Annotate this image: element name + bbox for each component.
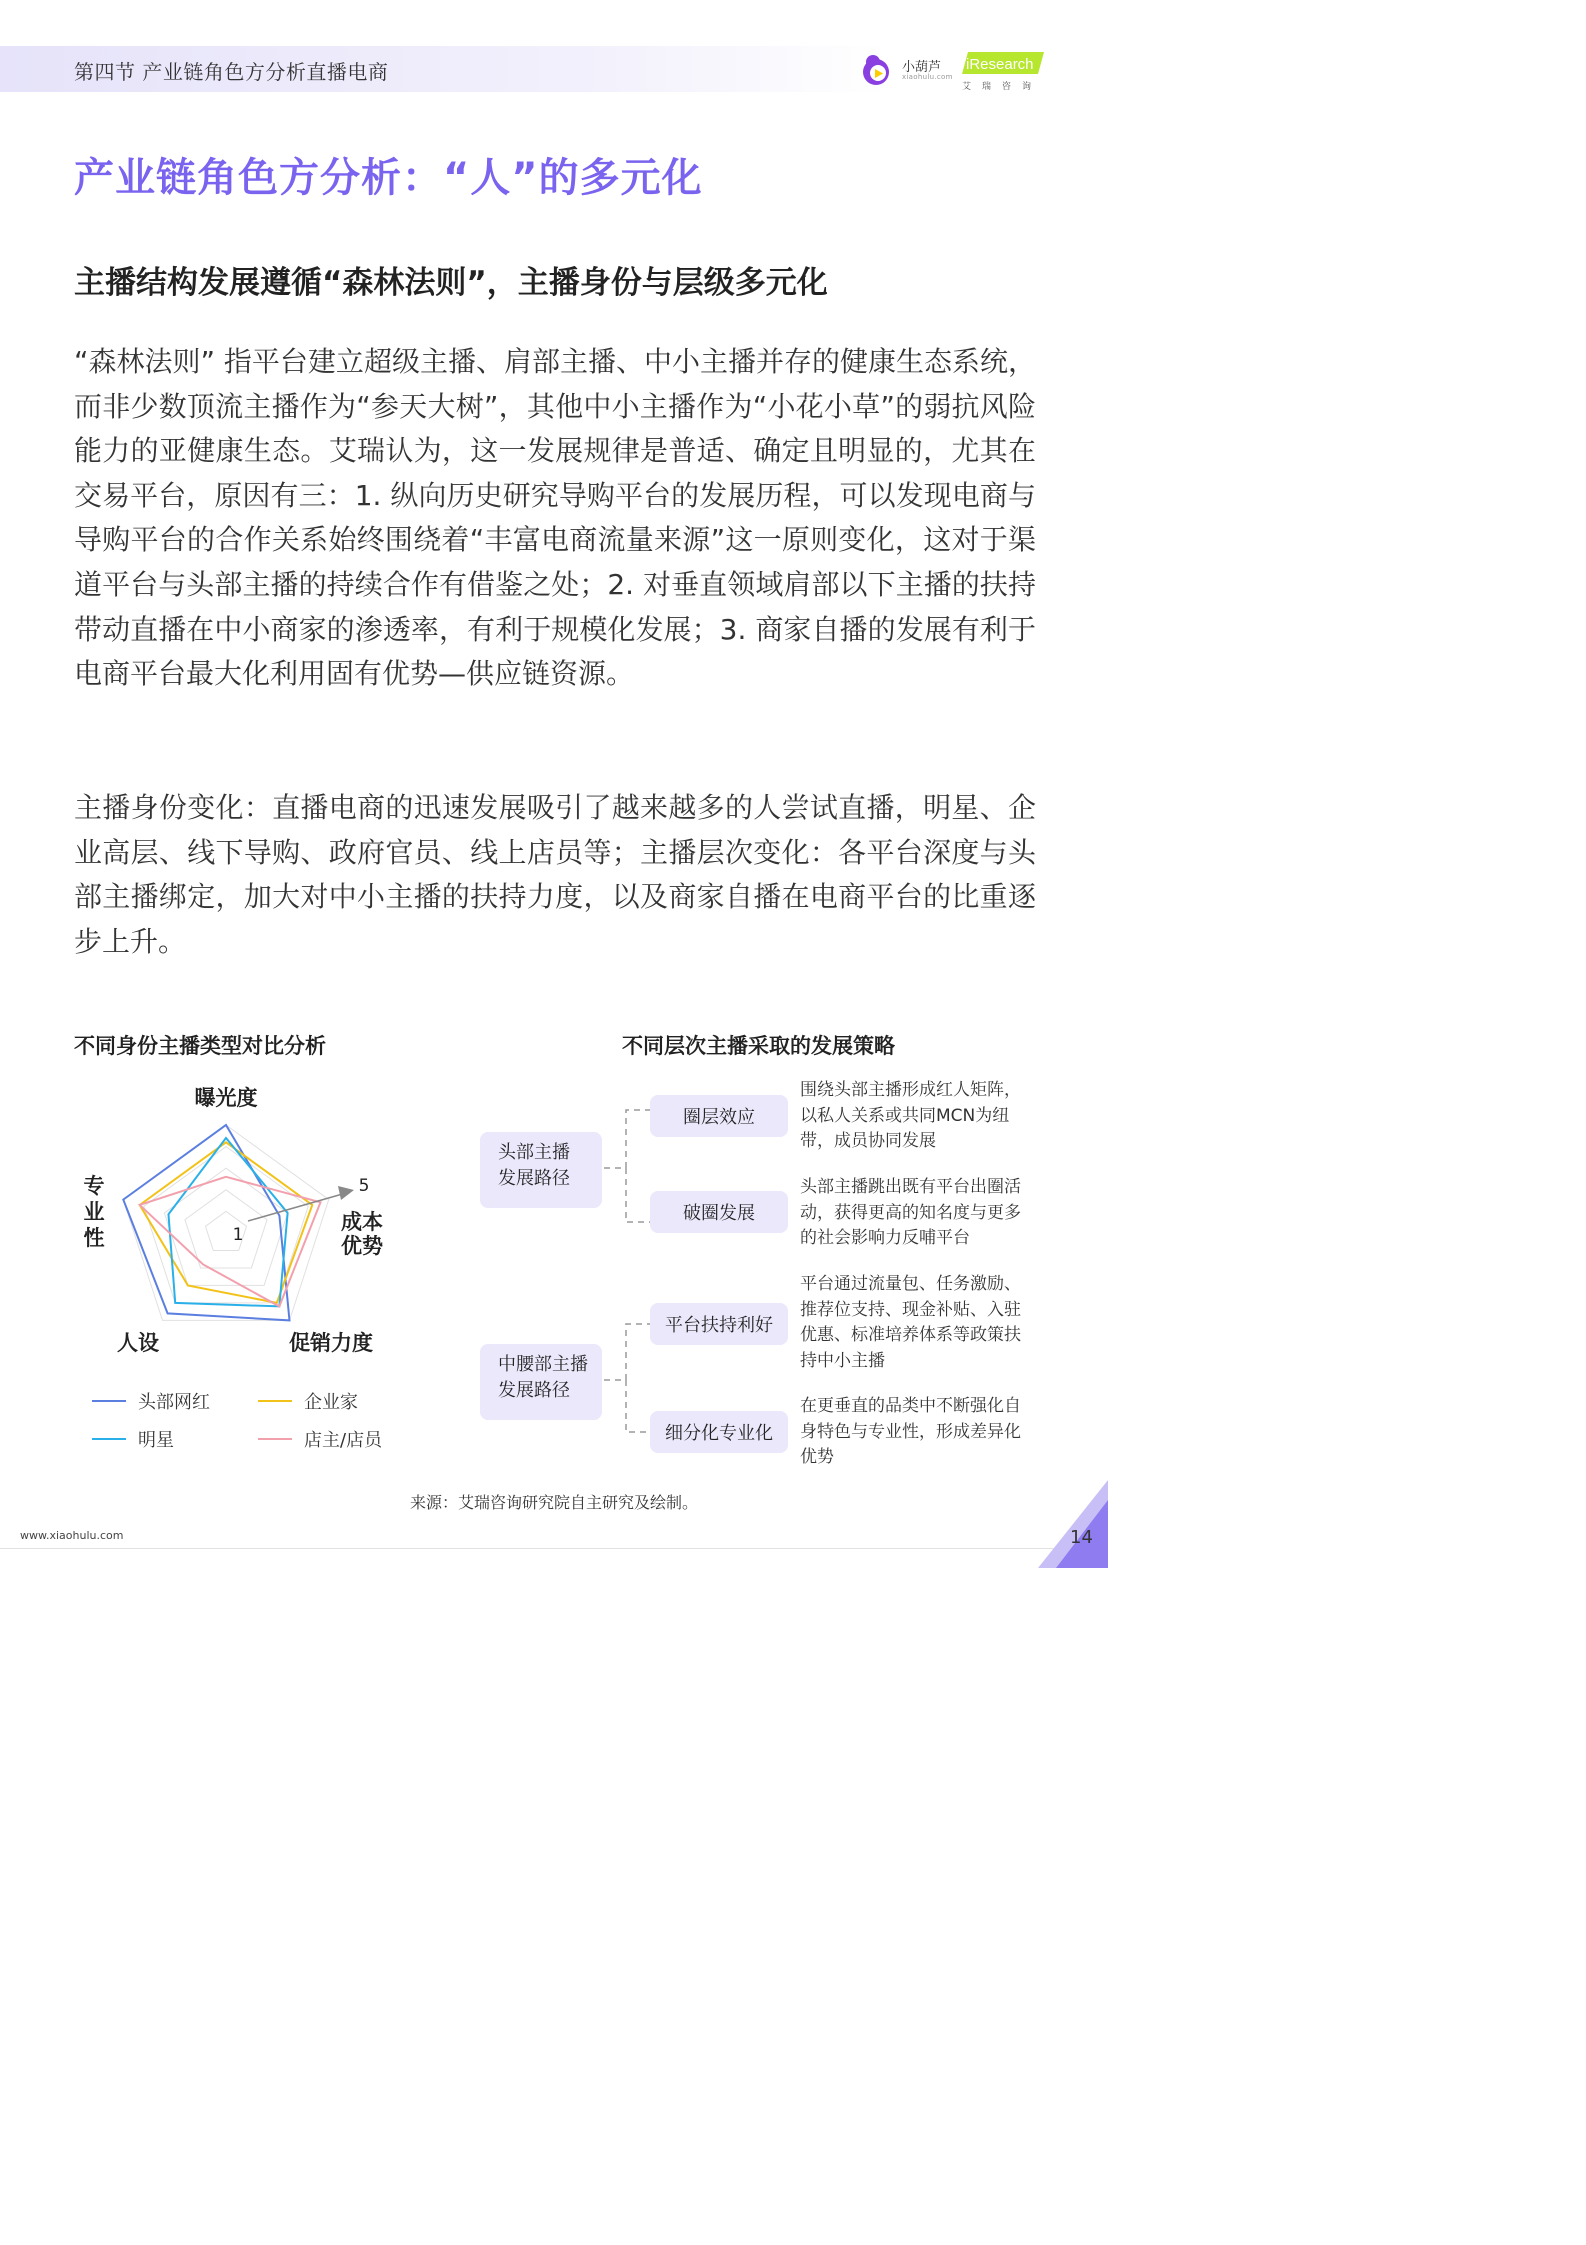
axis-label: 业 — [83, 1200, 105, 1224]
axis-label: 专 — [83, 1174, 105, 1198]
strategy-desc: 围绕头部主播形成红人矩阵，以私人关系或共同MCN为纽带，成员协同发展 — [800, 1080, 1021, 1151]
brand2-name: iResearch — [966, 56, 1034, 73]
legend-swatch — [92, 1438, 126, 1440]
connector-line — [604, 1324, 650, 1380]
corner-decoration — [1038, 1480, 1108, 1568]
brand2-cn: 艾瑞咨询 — [962, 82, 1043, 92]
connector-line — [626, 1380, 650, 1432]
legend-swatch — [258, 1438, 292, 1440]
legend-label: 企业家 — [304, 1392, 358, 1413]
radar-series-头部网红 — [123, 1125, 289, 1320]
head-anchor-path-box — [480, 1132, 602, 1208]
strategy-desc: 在更垂直的品类中不断强化自身特色与专业性，形成差异化优势 — [800, 1396, 1021, 1467]
radar-chart-title: 不同身份主播类型对比分析 — [74, 1034, 326, 1058]
strategy-desc: 头部主播跳出既有平台出圈活动，获得更高的知名度与更多的社会影响力反哺平台 — [800, 1177, 1021, 1248]
connector-line — [626, 1168, 650, 1222]
box-label: 头部主播 — [498, 1142, 570, 1163]
radar-grid-ring — [123, 1125, 328, 1320]
axis-label: 促销力度 — [289, 1331, 373, 1355]
axis-label: 优势 — [341, 1234, 383, 1258]
paragraph-forest-law: “森林法则” 指平台建立超级主播、肩部主播、中小主播并存的健康生态系统，而非少数顶流主播作为“参天大树”，其他中小主播作为“小花小草”的弱抗风险能力的亚健康生态。艾瑞认为，这一发展规律是普适、确定且明显的，尤其在交易平台，原因有三：1. 纵向历史研究导购平台的发展历程，可以发现电商与导购平台的合作关系始终围绕着“丰富电商流量来源”这一原则变化，这对于渠道平台与头部主播的持续合作有借鉴之处；2. 对垂直领域肩部以下主播的扶持带动直播在中小商家的渗透率，有利于规模化发展；3. 商家自播的发展有利于电商平台最大化利用固有优势—供应链资源。 — [74, 345, 1036, 691]
legend-swatch — [258, 1400, 292, 1402]
legend-label: 明星 — [138, 1430, 174, 1451]
footer-url: www.xiaohulu.com — [20, 1529, 124, 1542]
box-label: 中腰部主播 — [498, 1354, 588, 1375]
legend-label: 头部网红 — [138, 1392, 210, 1413]
box-label: 发展路径 — [498, 1168, 570, 1189]
footer-divider — [0, 1548, 1108, 1549]
strategy-desc: 平台通过流量包、任务激励、推荐位支持、现金补贴、入驻优惠、标准培养体系等政策扶持中小主播 — [800, 1274, 1021, 1371]
strategy-item-box: 破圈发展 — [650, 1191, 788, 1233]
legend-label: 店主/店员 — [304, 1430, 383, 1451]
brand-name: 小葫芦 — [902, 60, 942, 75]
axis-label: 人设 — [117, 1331, 159, 1355]
section-label: 第四节 产业链角色方分析直播电商 — [74, 60, 389, 84]
scale-label-min: 1 — [232, 1225, 244, 1245]
source-note: 来源：艾瑞咨询研究院自主研究及绘制。 — [409, 1493, 698, 1512]
scale-arrow-head — [338, 1186, 354, 1200]
strategy-item-box: 平台扶持利好 — [650, 1303, 788, 1345]
radar-grid-ring — [185, 1190, 267, 1268]
scale-arrow — [248, 1193, 346, 1221]
legend-item — [92, 1388, 210, 1414]
box-label: 发展路径 — [498, 1380, 570, 1401]
paragraph-identity-change: 主播身份变化：直播电商的迅速发展吸引了越来越多的人尝试直播，明星、企业高层、线下导购、政府官员、线上店员等；主播层次变化：各平台深度与头部主播绑定，加大对中小主播的扶持力度，以及商家自播在电商平台的比重逐步上升。 — [74, 791, 1036, 958]
legend-item — [258, 1388, 358, 1414]
radar-legend — [92, 1384, 412, 1464]
radar-chart — [74, 1078, 414, 1378]
radar-series-店主/店员 — [140, 1177, 321, 1307]
iresearch-logo-icon — [962, 52, 1044, 74]
page-subtitle: 主播结构发展遵循“森林法则”，主播身份与层级多元化 — [74, 265, 828, 301]
axis-label: 曝光度 — [194, 1086, 258, 1110]
strategy-item-box: 圈层效应 — [650, 1095, 788, 1137]
legend-swatch — [92, 1400, 126, 1402]
page-title: 产业链角色方分析：“人”的多元化 — [74, 155, 703, 201]
axis-label: 性 — [83, 1226, 105, 1250]
mid-anchor-path-box — [480, 1344, 602, 1420]
legend-item — [258, 1426, 382, 1452]
brand-url: xiaohulu.com — [902, 73, 953, 81]
connector-line — [604, 1110, 650, 1168]
strategy-title: 不同层次主播采取的发展策略 — [622, 1034, 895, 1058]
scale-label-max: 5 — [358, 1176, 370, 1196]
strategy-item-box: 细分化专业化 — [650, 1411, 788, 1453]
page-number: 14 — [1070, 1527, 1093, 1548]
axis-label: 成本 — [341, 1210, 383, 1234]
legend-item — [92, 1426, 174, 1452]
